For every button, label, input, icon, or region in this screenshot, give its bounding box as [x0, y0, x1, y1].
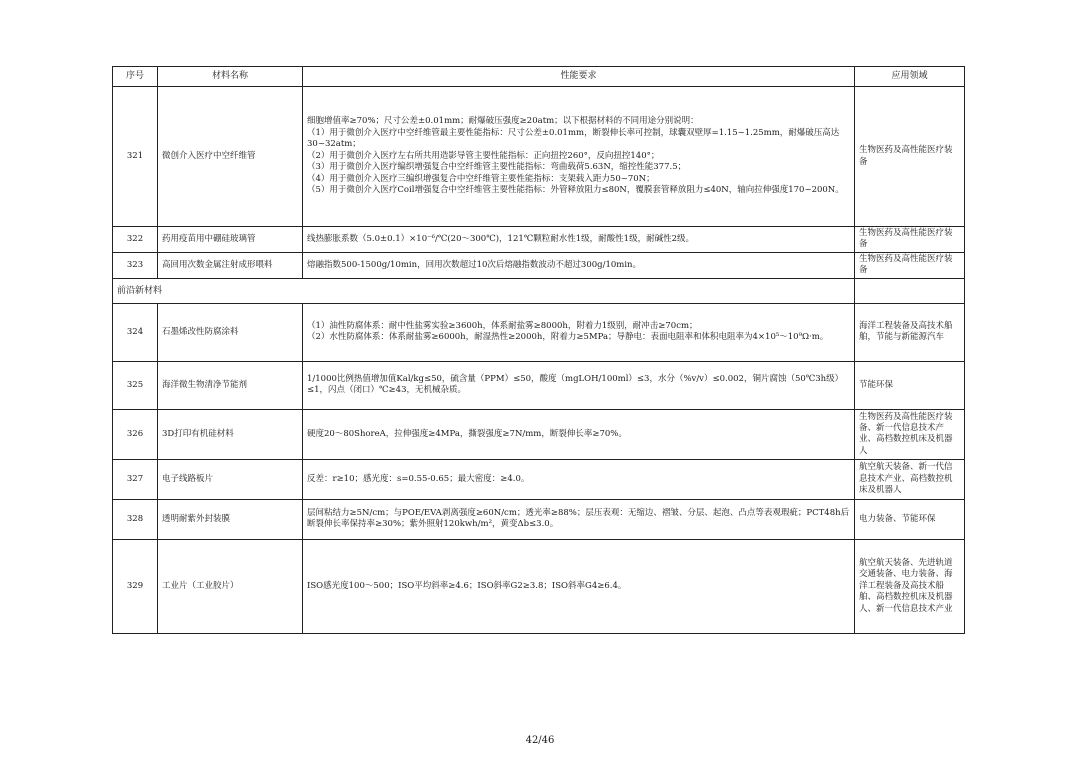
material-name: 透明耐紫外封装膜	[158, 499, 303, 539]
section-title: 前沿新材料	[113, 278, 855, 303]
material-name: 3D打印有机硅材料	[158, 409, 303, 459]
requirement-line: （1）油性防腐体系：耐中性盐雾实验≥3600h，体系耐盐雾≥8000h，附着力1级别，耐冲击≥70cm；	[307, 320, 698, 331]
header-name: 材料名称	[158, 67, 303, 87]
requirements	[303, 87, 855, 227]
row-number: 325	[113, 361, 158, 409]
table-row	[113, 499, 965, 539]
requirement-line: （3）用于微创介入医疗编织增强复合中空纤维管主要性能指标：弯曲载荷5.63N，缩控性能377.5；	[307, 162, 687, 173]
application-field: 生物医药及高性能医疗装备	[855, 227, 965, 253]
application-field: 电力装备、节能环保	[855, 499, 965, 539]
requirements	[303, 459, 855, 499]
requirements	[303, 539, 855, 633]
requirements	[303, 303, 855, 361]
requirement-line: ISO感光度100～500；ISO平均斜率≥4.6；ISO斜率G2≥3.8；ISO斜率G4≥6.4。	[307, 580, 627, 591]
requirement-line: 硬度20～80ShoreA，拉伸强度≥4MPa，撕裂强度≥7N/mm，断裂伸长率≥70%。	[307, 428, 627, 439]
material-name: 药用疫苗用中硼硅玻璃管	[158, 227, 303, 253]
material-name: 石墨烯改性防腐涂料	[158, 303, 303, 361]
header-field: 应用领域	[855, 67, 965, 87]
table-row	[113, 409, 965, 459]
page-number: 42/46	[525, 735, 555, 746]
table-row	[113, 87, 965, 227]
requirement-line: 熔融指数500-1500g/10min，回用次数超过10次后熔融指数波动不超过300g/10min。	[307, 259, 642, 270]
requirement-line: 1/1000比例热值增加值Kal/kg≤50，硫含量（PPM）≤50，酸度（mgLOH/100ml）≤3，水分（%v/v）≤0.002，铜片腐蚀（50℃3h级）≤1，闪点（闭口）℃≥43，无机械杂质。	[307, 373, 844, 396]
row-number: 329	[113, 539, 158, 633]
application-field: 节能环保	[855, 361, 965, 409]
requirement-line: 线热膨胀系数（5.0±0.1）×10⁻⁶/℃(20～300℃)，121℃颗粒耐水性1级，耐酸性1级，耐碱性2级。	[307, 233, 695, 244]
application-field: 生物医药及高性能医疗装备	[855, 252, 965, 278]
table-row	[113, 361, 965, 409]
requirement-line: （5）用于微创介入医疗Coil增强复合中空纤维管主要性能指标：外管释放阻力≤80N，覆膜套管释放阻力≤40N，轴向拉伸强度170~200N。	[307, 185, 844, 196]
header-requirements: 性能要求	[303, 67, 855, 87]
application-field: 生物医药及高性能医疗装备、新一代信息技术产业、高档数控机床及机器人	[855, 409, 965, 459]
table-row	[113, 539, 965, 633]
material-name: 海洋微生物清净节能剂	[158, 361, 303, 409]
requirement-line: （1）用于微创介入医疗中空纤维管最主要性能指标：尺寸公差±0.01mm，断裂伸长率可控制，球囊双壁厚=1.15~1.25mm，耐爆破压高达30~32atm；	[307, 127, 840, 150]
section-row	[113, 278, 965, 303]
row-number: 324	[113, 303, 158, 361]
row-number: 328	[113, 499, 158, 539]
table-row	[113, 227, 965, 253]
requirement-line: （4）用于微创介入医疗三编织增强复合中空纤维管主要性能指标：支架载入距力50~70N；	[307, 173, 655, 184]
requirement-line: （2）水性防腐体系：体系耐盐雾≥6000h，耐湿热性≥2000h，附着力≥5MPa；导静电：表面电阻率和体积电阻率为4×10⁵～10⁹Ω·m。	[307, 332, 829, 343]
material-name: 微创介入医疗中空纤维管	[158, 87, 303, 227]
requirements	[303, 252, 855, 278]
requirement-line: （2）用于微创介入医疗左右所共用造影导管主要性能指标：正向扭控260°，反向扭控140°；	[307, 150, 660, 161]
table-header-row	[113, 67, 965, 87]
requirement-line: 层间粘结力≥5N/cm；与POE/EVA剥离强度≥60N/cm；透光率≥88%；层压表观：无缩边、褶皱、分层、起泡、凸点等表观瑕疵；PCT48h后断裂伸长率保持率≥30%；紫外照射120kwh/m²，黄变Δb≤3.0。	[307, 507, 850, 530]
row-number: 323	[113, 252, 158, 278]
requirements	[303, 361, 855, 409]
material-name: 高回用次数金属注射成形喂料	[158, 252, 303, 278]
section-empty-cell	[855, 278, 965, 303]
row-number: 326	[113, 409, 158, 459]
material-name: 工业片（工业胶片）	[158, 539, 303, 633]
requirements	[303, 409, 855, 459]
row-number: 327	[113, 459, 158, 499]
row-number: 321	[113, 87, 158, 227]
materials-table	[112, 66, 965, 634]
application-field: 航空航天装备、先进轨道交通装备、电力装备、海洋工程装备及高技术船舶、高档数控机床及机器人、新一代信息技术产业	[855, 539, 965, 633]
requirement-line: 细胞增值率≥70%；尺寸公差±0.01mm；耐爆破压强度≥20atm；以下根据材料的不同用途分别说明：	[307, 116, 699, 127]
application-field: 海洋工程装备及高技术船舶，节能与新能源汽车	[855, 303, 965, 361]
row-number: 322	[113, 227, 158, 253]
application-field: 航空航天装备、新一代信息技术产业、高档数控机床及机器人	[855, 459, 965, 499]
requirement-line: 反差：r≥10；感光度：s=0.55-0.65；最大密度：≥4.0。	[307, 473, 530, 484]
table-row	[113, 459, 965, 499]
requirements	[303, 499, 855, 539]
material-name: 电子线路板片	[158, 459, 303, 499]
application-field: 生物医药及高性能医疗装备	[855, 87, 965, 227]
header-no: 序号	[113, 67, 158, 87]
table-row	[113, 252, 965, 278]
requirements	[303, 227, 855, 253]
table-row	[113, 303, 965, 361]
